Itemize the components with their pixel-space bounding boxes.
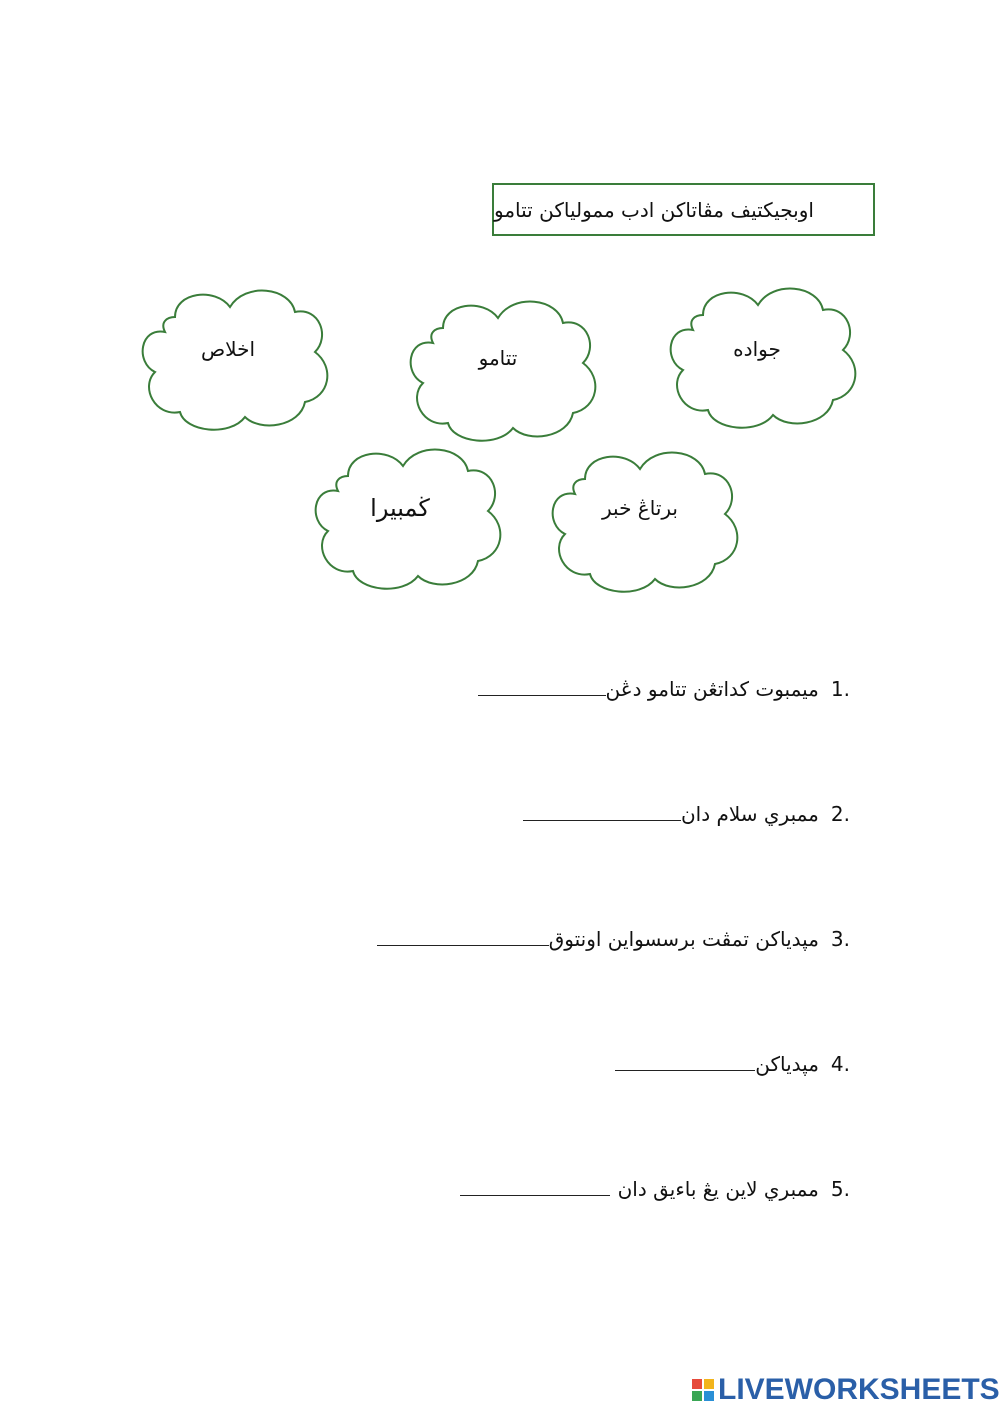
question-number: 5. [830, 1177, 850, 1201]
question-number: 4. [830, 1052, 850, 1076]
clouds-group [0, 0, 1000, 620]
question-number: 1. [830, 677, 850, 701]
cloud-label-1: اخلاص [200, 337, 256, 361]
answer-blank[interactable] [523, 802, 681, 821]
question-4 [615, 1052, 850, 1076]
brand-name: LIVEWORKSHEETS [718, 1373, 1000, 1406]
answer-blank[interactable] [615, 1052, 755, 1071]
question-text: ممبري لاين يڠ باءيق دان [617, 1177, 819, 1201]
answer-blank[interactable] [460, 1177, 610, 1196]
question-2 [523, 802, 850, 826]
answer-blank[interactable] [478, 677, 606, 696]
logo-squares-icon [692, 1379, 714, 1401]
cloud-label-3: جواده [733, 337, 781, 361]
liveworksheets-logo [692, 1372, 1000, 1408]
cloud-label-5: برتاڠ خبر [602, 496, 678, 520]
answer-blank[interactable] [377, 927, 549, 946]
question-number: 2. [830, 802, 850, 826]
question-5 [460, 1177, 850, 1201]
question-3 [377, 927, 850, 951]
question-text: مڽدياکن تمڤت برسسواين اونتوق [548, 927, 819, 951]
question-1 [478, 677, 851, 701]
objective-title: اوبجيکتيف مڤاتاکن ادب ممولياکن تتامو [494, 197, 814, 222]
question-number: 3. [830, 927, 850, 951]
cloud-label-2: تتامو [478, 346, 518, 370]
cloud-5 [553, 453, 738, 592]
question-text: مڽدياکن [755, 1052, 819, 1076]
cloud-label-4: ڬمبيرا [370, 494, 430, 522]
question-text: ممبري سلام دان [680, 802, 819, 826]
cloud-2 [411, 302, 596, 441]
question-text: ميمبوت کداتڠن تتامو دڠن [605, 677, 819, 701]
